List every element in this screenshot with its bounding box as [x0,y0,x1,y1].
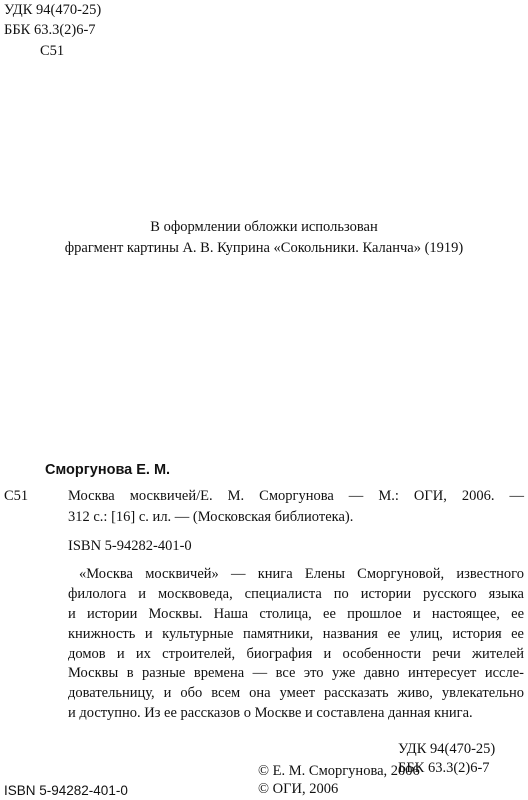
bbk-code-bottom: ББК 63.3(2)6-7 [398,760,490,776]
catalog-bib-line-1: Москва москвичей/Е. М. Сморгунова — М.: ОГИ, 2006. — [68,488,524,504]
catalog-isbn: ISBN 5-94282-401-0 [68,538,192,554]
annotation-line-8: и доступно. Из ее рассказов о Москве и составлена данная книга. [68,705,473,721]
catalog-bib-line-2: 312 с.: [16] с. ил. — (Московская библиотека). [68,509,354,525]
annotation-line-6: Москвы в разные времена — все это уже давно интересует иссле- [68,665,524,681]
copyright-publisher-wrap [258,781,338,798]
cover-note-line-2: фрагмент картины А. В. Куприна «Сокольники. Каланча» (1919) [64,240,464,256]
cover-note-line-1: В оформлении обложки использован [150,219,378,235]
copyright-author: © Е. М. Сморгунова, 2006 [258,763,420,779]
udk-code-top: УДК 94(470-25) [4,2,102,18]
copyright-publisher: © ОГИ, 2006 [258,781,339,797]
isbn-bottom: ISBN 5-94282-401-0 [4,783,128,798]
annotation-line-2: филолога и москвоведа, специалиста по истории русского языка [68,586,524,602]
catalog-author: Сморгунова Е. М. [45,462,171,478]
catalog-author-mark: С51 [4,488,29,504]
annotation-line-4: книжность и культурные памятники, названия ее улиц, история ее [68,626,524,642]
author-mark-top: С51 [40,43,65,59]
annotation-line-3: и истории Москвы. Наша столица, ее прошлое и настоящее, ее [68,606,524,622]
bbk-code-top: ББК 63.3(2)6-7 [4,22,96,38]
annotation-line-1: «Москва москвичей» — книга Елены Сморгуновой, известного [79,566,524,582]
annotation-line-5: домов и их строителей, биография и особенности речи жителей [68,646,524,662]
annotation-line-7: довательницу, и обо всем она умеет рассказать живо, увлекательно [68,685,524,701]
udk-code-bottom: УДК 94(470-25) [398,741,496,757]
